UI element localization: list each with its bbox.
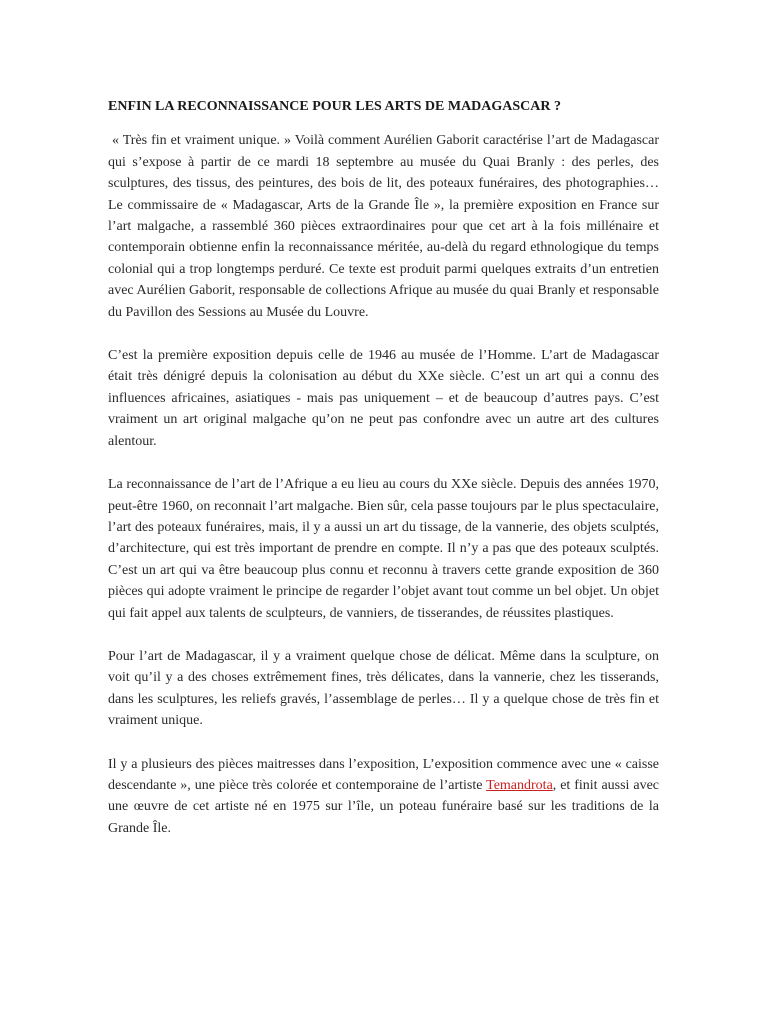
paragraph-masterpieces bbox=[108, 754, 659, 840]
temandrota-link[interactable]: Temandrota bbox=[486, 777, 553, 793]
paragraph-intro: « Très fin et vraiment unique. » Voilà comment Aurélien Gaborit caractérise l’art de Madagascar qui s’expose à partir de ce mardi 18 septembre au musée du Quai Branly : des perles, des sculptures, des tissus, des peintures, des bois de lit, des poteaux funéraires, des photographies… Le commissaire de « Madagascar, Arts de la Grande Île », la première exposition en France sur l’art malgache, a rassemblé 360 pièces extraordinaires pour que cet art à la fois millénaire et contemporain obtienne enfin la reconnaissance méritée, au-delà du regard ethnologique du temps colonial qui a trop longtemps perduré. Ce texte est produit parmi quelques extraits d’un entretien avec Aurélien Gaborit, responsable de collections Afrique au musée du quai Branly et responsable du Pavillon des Sessions au Musée du Louvre. bbox=[108, 133, 659, 320]
paragraph-masterpieces-end: , et finit aussi avec une œuvre de cet artiste né en 1975 sur l’île, un poteau funéraire basé sur les traditions de la Grande Île. bbox=[108, 777, 659, 836]
paragraph-delicacy: Pour l’art de Madagascar, il y a vraiment quelque chose de délicat. Même dans la sculpture, on voit qu’il y a des choses extrêmement fines, très délicates, dans la vannerie, chez les tisserands, dans les sculptures, les reliefs gravés, l’assemblage de perles… Il y a quelque chose de très fin et vraiment unique. bbox=[108, 648, 659, 729]
paragraph-first-exhibition: C’est la première exposition depuis celle de 1946 au musée de l’Homme. L’art de Madagascar était très dénigré depuis la colonisation au début du XXe siècle. C’est un art qui a connu des influences africaines, asiatiques - mais pas uniquement – et de beaucoup d’autres pays. C’est vraiment un art original malgache qu’on ne peut pas confondre avec un autre art des cultures alentour. bbox=[108, 348, 659, 449]
paragraph-recognition: La reconnaissance de l’art de l’Afrique a eu lieu au cours du XXe siècle. Depuis des années 1970, peut-être 1960, on reconnait l’art malgache. Bien sûr, cela passe toujours par le plus spectaculaire, l’art des poteaux funéraires, mais, il y a aussi un art du tissage, de la vannerie, des objets sculptés, d’architecture, qui est très important de prendre en compte. Il n’y a pas que des poteaux sculptés. C’est un art qui va être beaucoup plus connu et reconnu à travers cette grande exposition de 360 pièces qui adopte vraiment le principe de regarder l’objet avant tout comme un bel objet. Un objet qui fait appel aux talents de sculpteurs, de vanniers, de tisserandes, de réussites plastiques. bbox=[108, 477, 659, 621]
document-page bbox=[108, 96, 659, 861]
paragraph-masterpieces-start: Il y a plusieurs des pièces maitresses dans l’exposition, L’exposition commence avec une « caisse descendante », une pièce très colorée et contemporaine de l’artiste bbox=[108, 756, 659, 793]
article-title: ENFIN LA RECONNAISSANCE POUR LES ARTS DE MADAGASCAR ? bbox=[108, 99, 562, 114]
